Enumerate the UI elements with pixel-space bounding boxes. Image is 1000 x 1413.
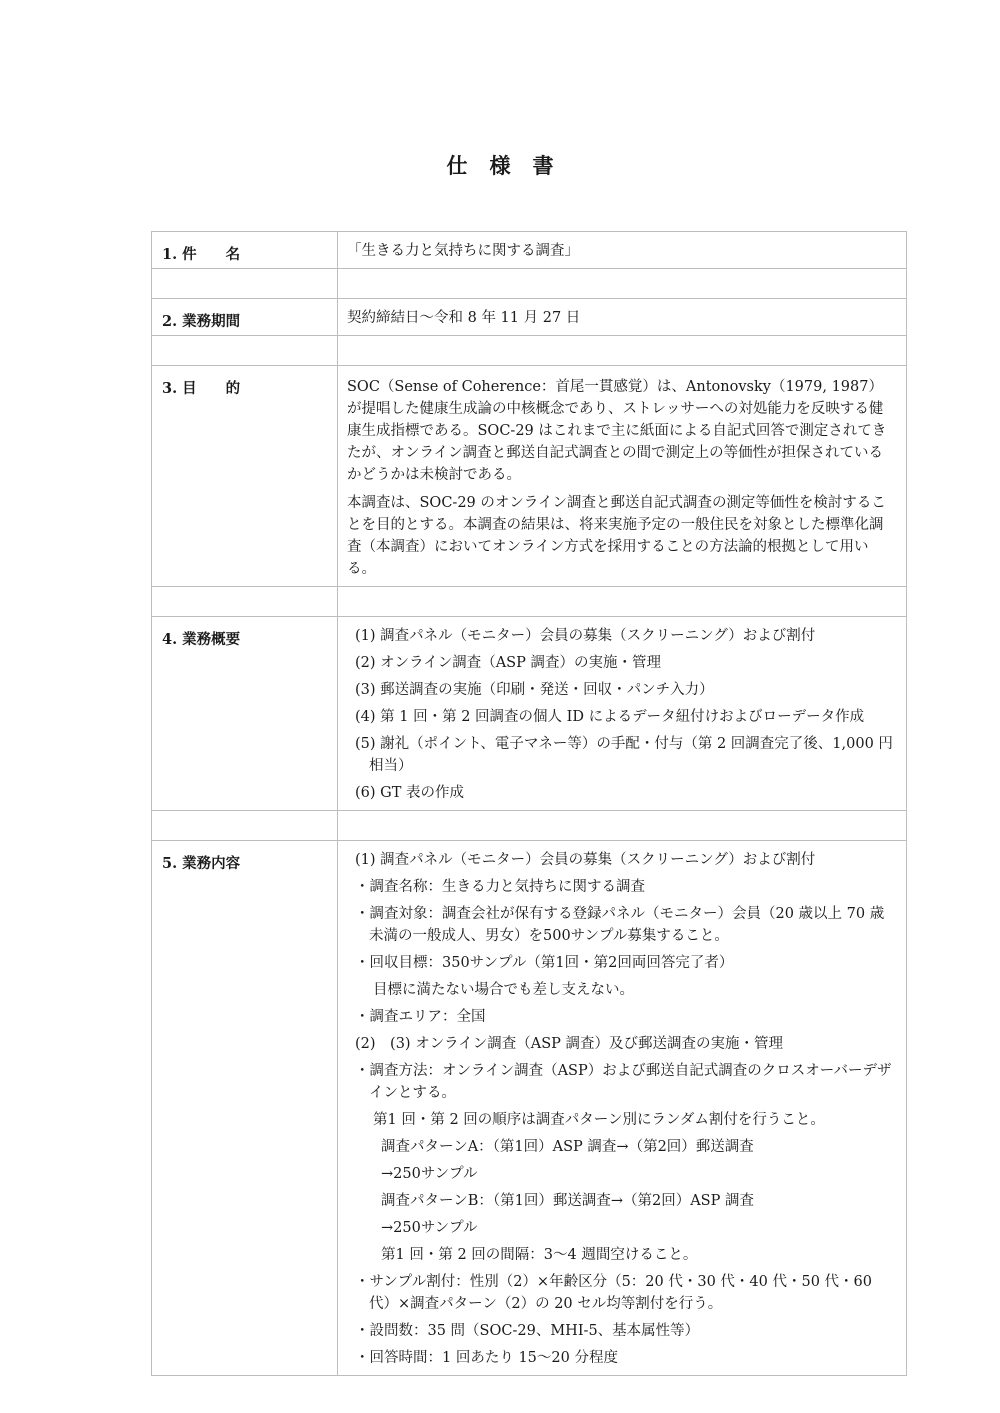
detail-line: 調査パターンA：（第1回）ASP 調査→（第2回）郵送調査 [381,1139,754,1155]
list-item: (1) 調査パネル（モニター）会員の募集（スクリーニング）および割付 [355,628,816,644]
section-5-content [338,841,906,1375]
list-item: (4) 第 1 回・第 2 回調査の個人 ID によるデータ紐付けおよびローデータ作成 [355,709,865,725]
detail-line: ・回収目標：350サンプル（第1回・第2回両回答完了者） [355,955,734,971]
label-cell [152,841,338,1376]
content-cell [338,841,907,1376]
section-5-label: 5. 業務内容 [162,855,241,872]
content-cell [338,366,907,587]
table-row-spacer [152,269,907,299]
table-row-details [152,841,907,1376]
table-row-overview [152,617,907,811]
section-1-label: 1. 件 名 [162,246,241,263]
table-row-period [152,299,907,336]
section-2-content: 契約締結日～令和 8 年 11 月 27 日 [347,310,581,326]
table-row-subject [152,232,907,269]
detail-line: ・回答時間：1 回あたり 15～20 分程度 [355,1350,618,1366]
detail-line: (2) (3) オンライン調査（ASP 調査）及び郵送調査の実施・管理 [355,1036,784,1052]
label-cell [152,299,338,336]
detail-line: ・調査名称：生きる力と気持ちに関する調査 [355,879,645,895]
section-3-content [338,366,906,586]
list-item: (6) GT 表の作成 [355,785,465,801]
table-row-spacer [152,587,907,617]
table-row-spacer [152,336,907,366]
detail-line: →250サンプル [381,1220,478,1236]
list-item: (2) オンライン調査（ASP 調査）の実施・管理 [355,655,661,671]
detail-line: 第1 回・第 2 回の間隔：3～4 週間空けること。 [381,1247,698,1263]
section-4-label: 4. 業務概要 [162,631,241,648]
document-title: 仕様書 [446,153,576,178]
content-cell [338,299,907,336]
specification-table [151,231,907,1376]
list-item: (3) 郵送調査の実施（印刷・発送・回収・パンチ入力） [355,682,714,698]
section-4-content [338,617,906,810]
detail-line: 第1 回・第 2 回の順序は調査パターン別にランダム割付を行うこと。 [373,1112,825,1128]
detail-line: 目標に満たない場合でも差し支えない。 [373,982,634,998]
purpose-paragraph: SOC（Sense of Coherence：首尾一貫感覚）は、Antonovsky（1979, 1987）が提唱した健康生成論の中核概念であり、ストレッサーへの対処能力を反映する健康生成指標である。SOC-29 はこれまで主に紙面による自記式回答で測定されてきたが、オンライン調査と郵送自記式調査との間で測定上の等価性が担保されているかどうかは未検討である。 [347,379,887,483]
detail-line: (1) 調査パネル（モニター）会員の募集（スクリーニング）および割付 [355,852,816,868]
detail-line: ・調査エリア：全国 [355,1009,486,1025]
detail-line: ・サンプル割付：性別（2）×年齢区分（5：20 代・30 代・40 代・50 代・60 代）×調査パターン（2）の 20 セル均等割付を行う。 [355,1274,872,1312]
label-cell [152,366,338,587]
list-item: (5) 謝礼（ポイント、電子マネー等）の手配・付与（第 2 回調査完了後、1,000 円相当） [355,736,893,774]
detail-line: ・調査方法：オンライン調査（ASP）および郵送自記式調査のクロスオーバーデザインとする。 [355,1063,892,1101]
label-cell [152,232,338,269]
section-3-label: 3. 目 的 [162,380,241,397]
detail-line: →250サンプル [381,1166,478,1182]
table-row-purpose [152,366,907,587]
purpose-paragraph: 本調査は、SOC-29 のオンライン調査と郵送自記式調査の測定等価性を検討することを目的とする。本調査の結果は、将来実施予定の一般住民を対象とした標準化調査（本調査）においてオンライン方式を採用することの方法論的根拠として用いる。 [347,495,886,577]
detail-line: 調査パターンB：（第1回）郵送調査→（第2回）ASP 調査 [381,1193,754,1209]
content-cell [338,617,907,811]
detail-line: ・設問数：35 問（SOC-29、MHI-5、基本属性等） [355,1323,700,1339]
content-cell [338,232,907,269]
table-row-spacer [152,811,907,841]
detail-line: ・調査対象：調査会社が保有する登録パネル（モニター）会員（20 歳以上 70 歳未満の一般成人、男女）を500サンプル募集すること。 [355,906,885,944]
section-1-content: 「生きる力と気持ちに関する調査」 [347,243,579,259]
label-cell [152,617,338,811]
section-2-label: 2. 業務期間 [162,313,241,330]
